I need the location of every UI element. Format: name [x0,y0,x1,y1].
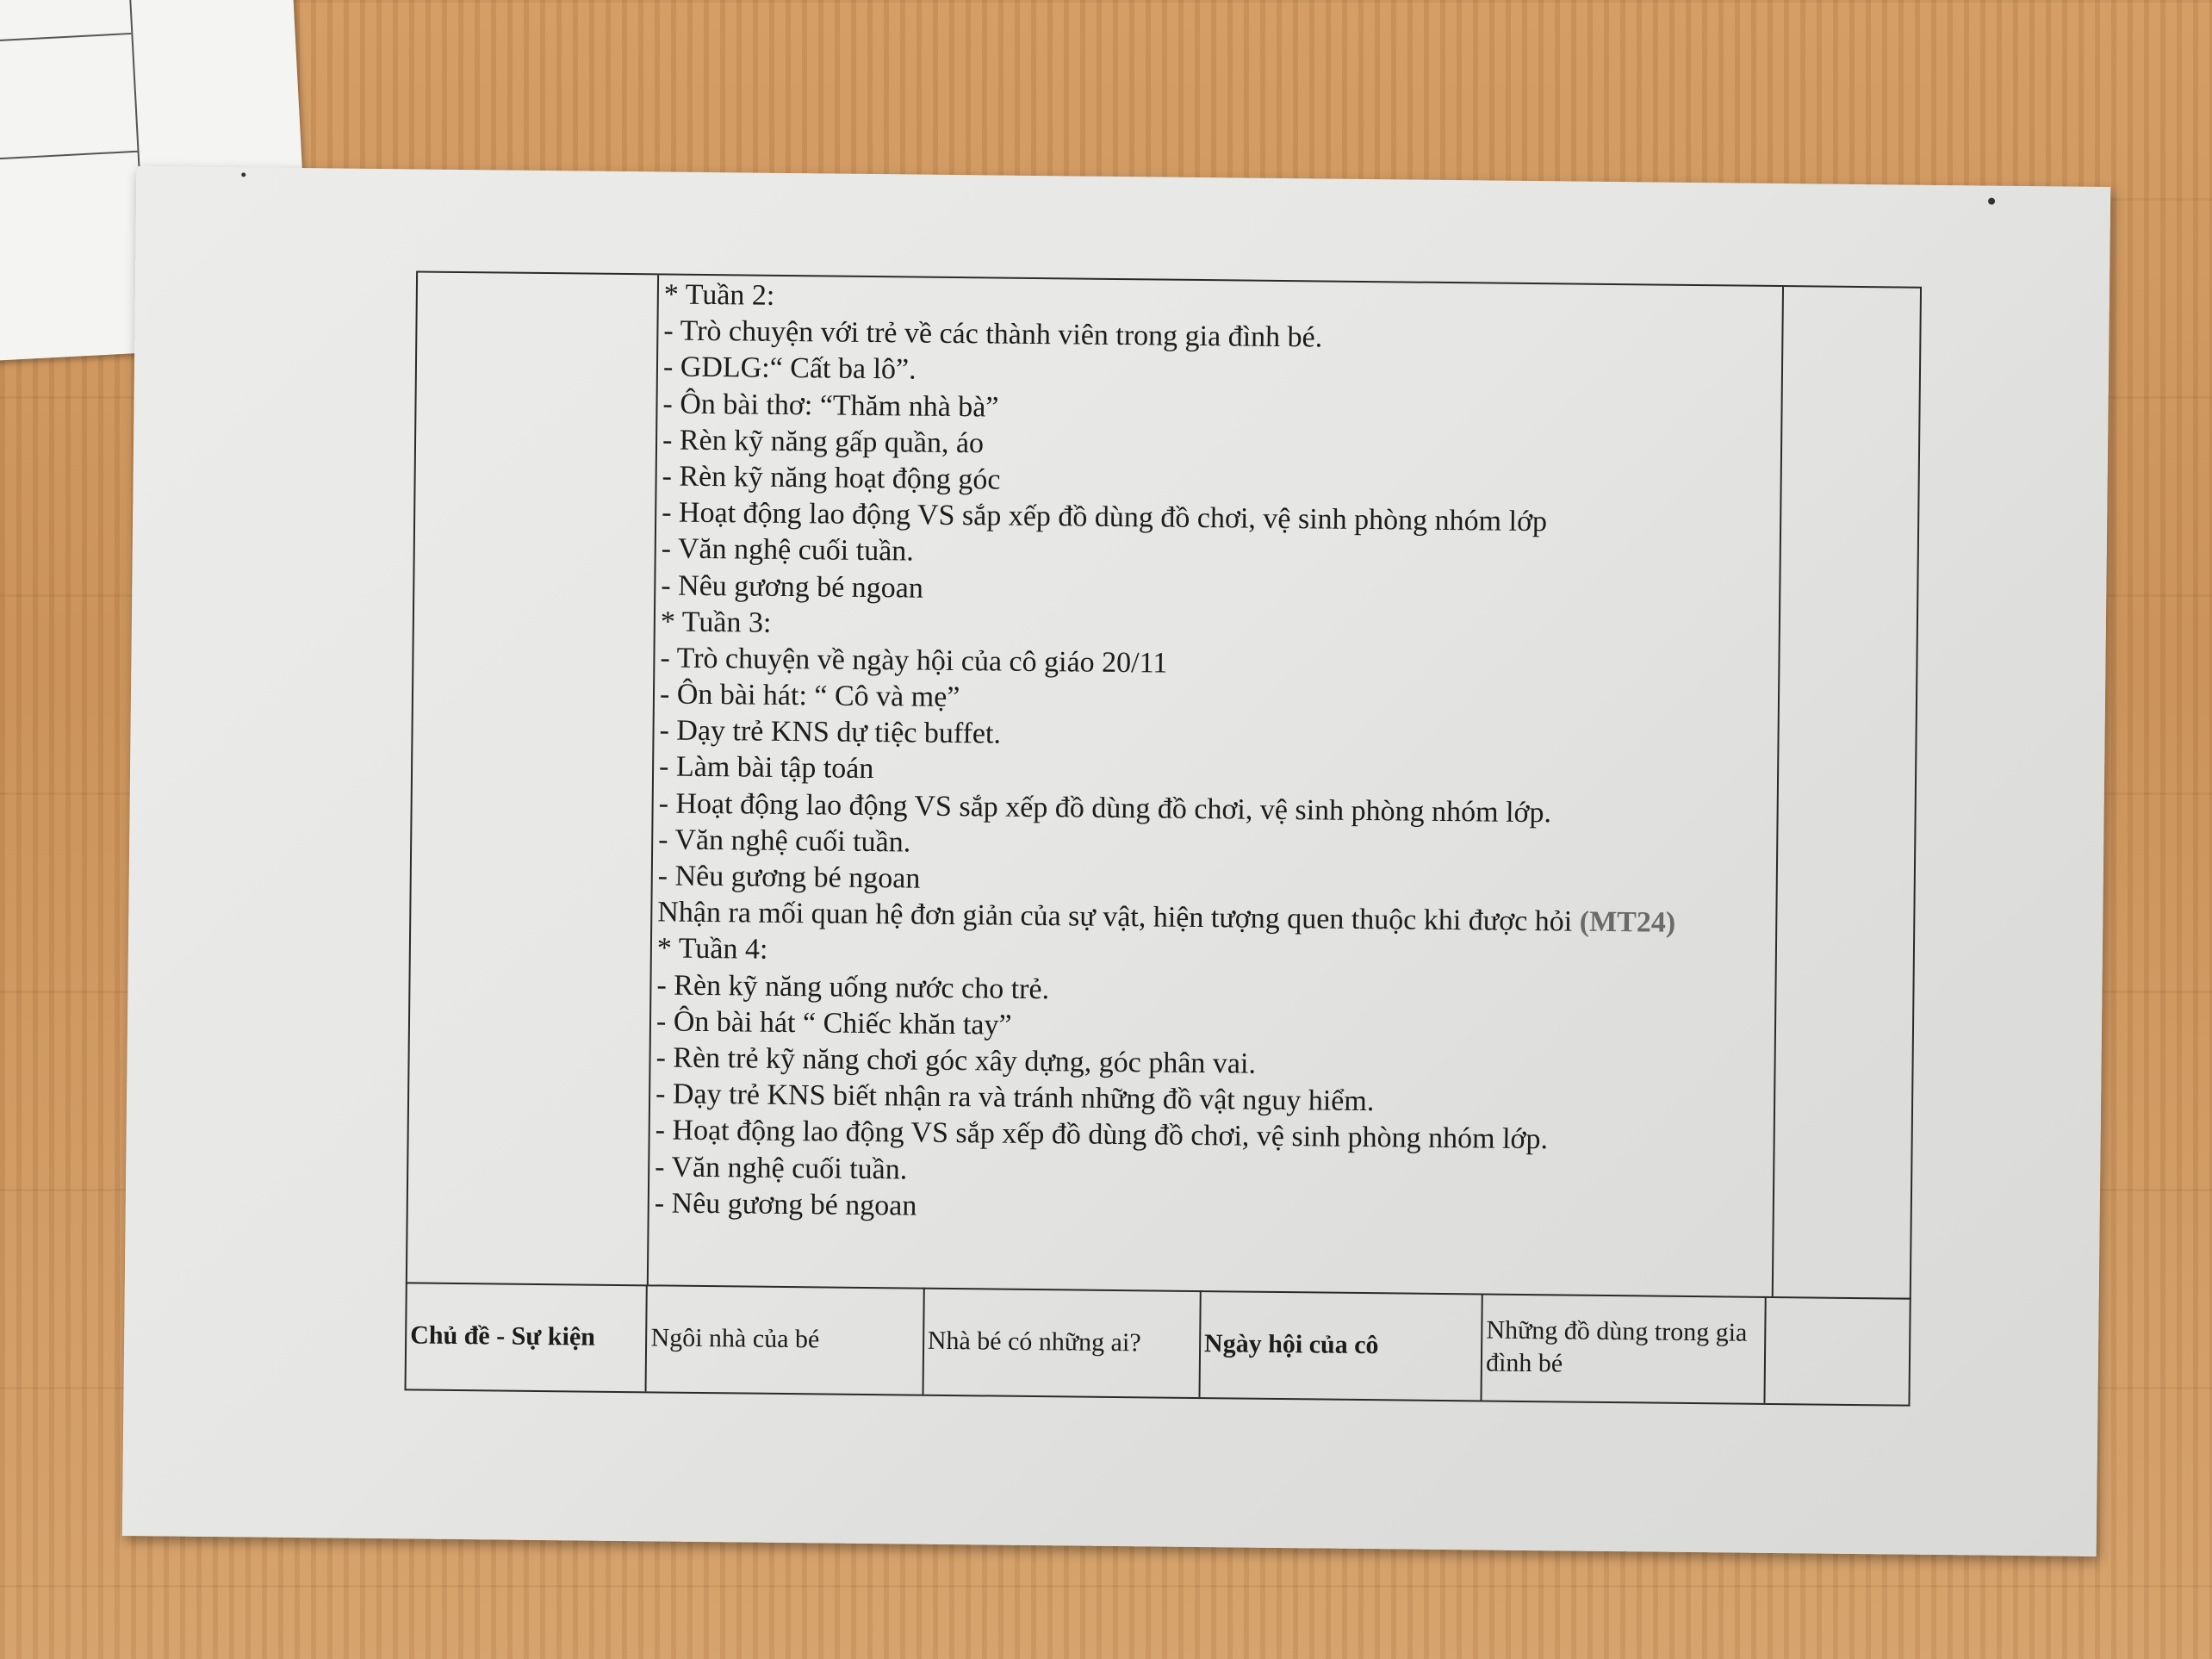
plan-line: - Văn nghệ cuối tuần. [655,1150,908,1185]
goal-code-badge: (MT24) [1579,905,1676,939]
theme-cell: Những đồ dùng trong gia đình bé [1482,1293,1768,1402]
plan-line: - Rèn trẻ kỹ năng chơi góc xây dựng, góc phân vai. [656,1041,1257,1080]
theme-cell: Ngày hội của cô [1200,1290,1483,1400]
table-line [129,0,141,190]
theme-cell: Ngôi nhà của bé [647,1284,925,1394]
plan-line: - Trò chuyện với trẻ về các thành viên trong gia đình bé. [663,314,1323,354]
theme-cell: Nhà bé có những ai? [923,1288,1202,1397]
goal-text: Nhận ra mối quan hệ đơn giản của sự vật, hiện tượng quen thuộc khi được hỏi [657,896,1573,938]
plan-line: - Hoạt động lao động VS sắp xếp đồ dùng đồ chơi, vệ sinh phòng nhóm lớp. [658,787,1552,829]
activity-plan-content [655,276,1775,1233]
corner-paper-text [0,24,1,59]
plan-line: - Rèn kỹ năng hoạt động góc [662,460,1001,496]
plan-line: - Rèn kỹ năng gấp quần, áo [662,424,985,460]
table-line [0,33,131,42]
plan-line: * Tuần 3: [660,606,772,639]
plan-line: - Hoạt động lao động VS sắp xếp đồ dùng đồ chơi, vệ sinh phòng nhóm lớp. [655,1114,1549,1156]
themes-header-cell: Chủ đề - Sự kiện [407,1282,649,1391]
theme-cell-empty [1766,1296,1910,1405]
plan-line: - Dạy trẻ KNS dự tiệc buffet. [659,714,1002,750]
plan-line: * Tuần 4: [656,932,768,966]
activity-plan-table [406,270,1922,1299]
plan-line: - Ôn bài hát: “ Cô và mẹ” [659,678,960,714]
plan-line: - Trò chuyện về ngày hội của cô giáo 20/11 [660,642,1168,680]
plan-line: - Ôn bài hát “ Chiếc khăn tay” [656,1005,1012,1041]
plan-line: - Nêu gương bé ngoan [654,1187,917,1222]
plan-line: - Nêu gương bé ngoan [661,569,924,605]
paper-speck [241,172,245,177]
table-line [0,151,138,160]
right-empty-column [1772,287,1920,1298]
plan-line: - Hoạt động lao động VS sắp xếp đồ dùng đồ chơi, vệ sinh phòng nhóm lớp [662,496,1548,538]
themes-row [405,1282,1911,1406]
document-sheet [122,166,2111,1556]
plan-line: - Văn nghệ cuối tuần. [658,823,911,859]
left-empty-column [407,272,659,1284]
plan-line: - Ôn bài thơ: “Thăm nhà bà” [662,388,999,424]
plan-line: * Tuần 2: [663,278,775,312]
plan-line: - Văn nghệ cuối tuần. [661,532,914,568]
plan-line: - Làm bài tập toán [658,750,874,786]
plan-line: - Nêu gương bé ngoan [657,860,921,895]
paper-speck [1988,198,1995,205]
plan-line: - Dạy trẻ KNS biết nhận ra và tránh những đồ vật nguy hiểm. [655,1078,1375,1118]
plan-line: - GDLG:“ Cất ba lô”. [662,351,916,386]
plan-line: - Rèn kỹ năng uống nước cho trẻ. [656,968,1050,1005]
